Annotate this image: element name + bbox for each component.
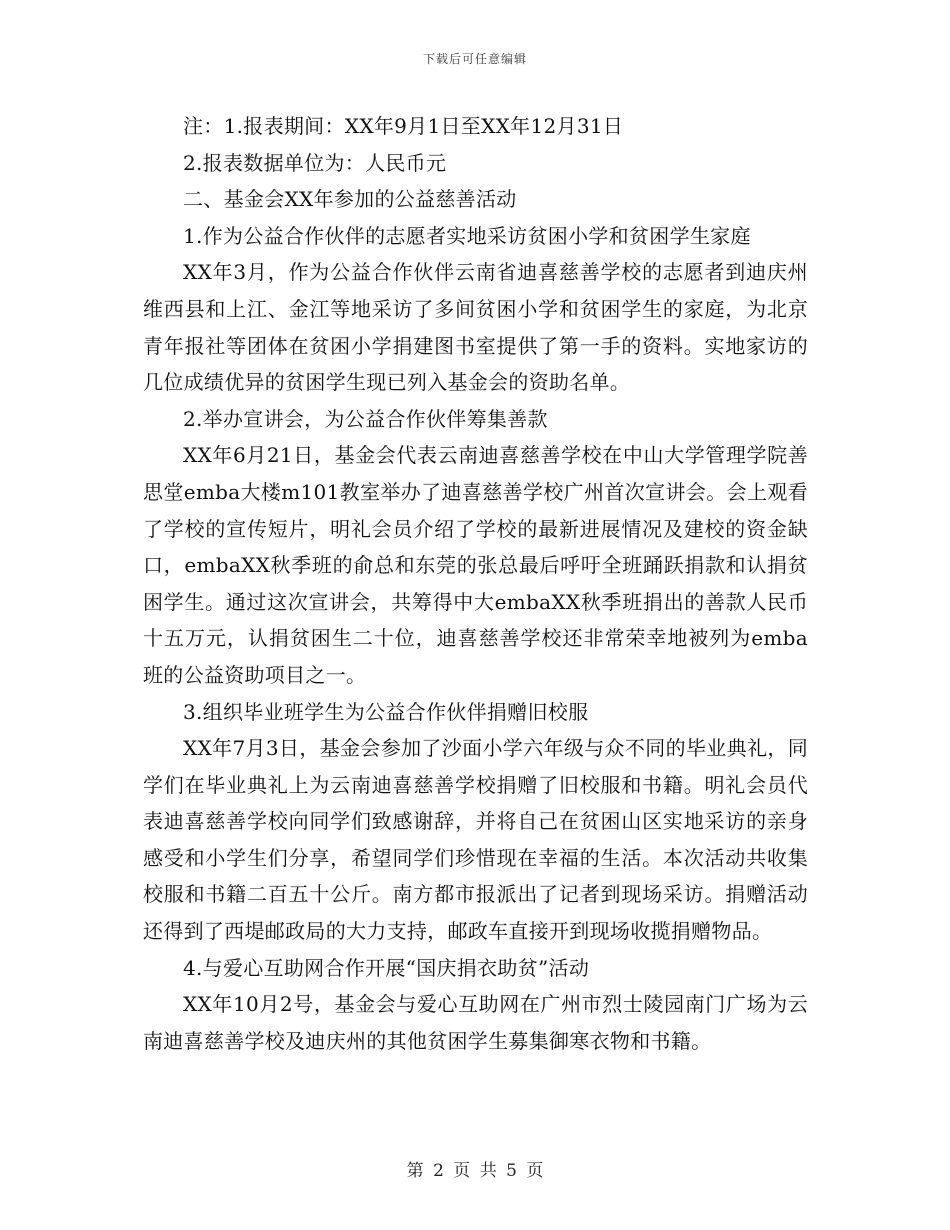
document-body xyxy=(143,108,808,1059)
note-data-unit: 2.报表数据单位为：人民币元 xyxy=(183,150,447,175)
body-paragraph-1: XX年3月，作为公益合作伙伴云南省迪喜慈善学校的志愿者到迪庆州维西县和上江、金江等地采访了多间贫困小学和贫困学生的家庭，为北京青年报社等团体在贫困小学捐建图书室提供了第一手的资料。实地家访的几位成绩优异的贫困学生现已列入基金会的资助名单。 xyxy=(143,260,808,395)
subheading-3: 3.组织毕业班学生为公益合作伙伴捐赠旧校服 xyxy=(183,699,589,724)
body-paragraph-2: XX年6月21日，基金会代表云南迪喜慈善学校在中山大学管理学院善思堂emba大楼m101教室举办了迪喜慈善学校广州首次宣讲会。会上观看了学校的宣传短片，明礼会员介绍了学校的最新进展情况及建校的资金缺口，embaXX秋季班的俞总和东莞的张总最后呼吁全班踊跃捐款和认捐贫困学生。通过这次宣讲会，共筹得中大embaXX秋季班捐出的善款人民币十五万元，认捐贫困生二十位，迪喜慈善学校还非常荣幸地被列为emba班的公益资助项目之一。 xyxy=(143,443,808,687)
subheading-4: 4.与爱心互助网合作开展“国庆捐衣助贫”活动 xyxy=(183,955,590,980)
section-heading: 二、基金会XX年参加的公益慈善活动 xyxy=(183,187,517,212)
subheading-2: 2.举办宣讲会，为公益合作伙伴筹集善款 xyxy=(183,406,548,431)
page-footer: 第 2 页 共 5 页 xyxy=(406,1161,544,1181)
page-header: 下载后可任意编辑 xyxy=(422,52,527,66)
body-paragraph-3: XX年7月3日，基金会参加了沙面小学六年级与众不同的毕业典礼，同学们在毕业典礼上为云南迪喜慈善学校捐赠了旧校服和书籍。明礼会员代表迪喜慈善学校向同学们致感谢辞，并将自己在贫困山区实地采访的亲身感受和小学生们分享，希望同学们珍惜现在幸福的生活。本次活动共收集校服和书籍二百五十公斤。南方都市报派出了记者到现场采访。捐赠活动还得到了西堤邮政局的大力支持，邮政车直接开到现场收揽捐赠物品。 xyxy=(143,736,808,944)
subheading-1: 1.作为公益合作伙伴的志愿者实地采访贫困小学和贫困学生家庭 xyxy=(183,223,751,248)
body-paragraph-4: XX年10月2号，基金会与爱心互助网在广州市烈士陵园南门广场为云南迪喜慈善学校及迪庆州的其他贫困学生募集御寒衣物和书籍。 xyxy=(143,992,808,1053)
note-reporting-period: 注：1.报表期间：XX年9月1日至XX年12月31日 xyxy=(183,114,624,138)
